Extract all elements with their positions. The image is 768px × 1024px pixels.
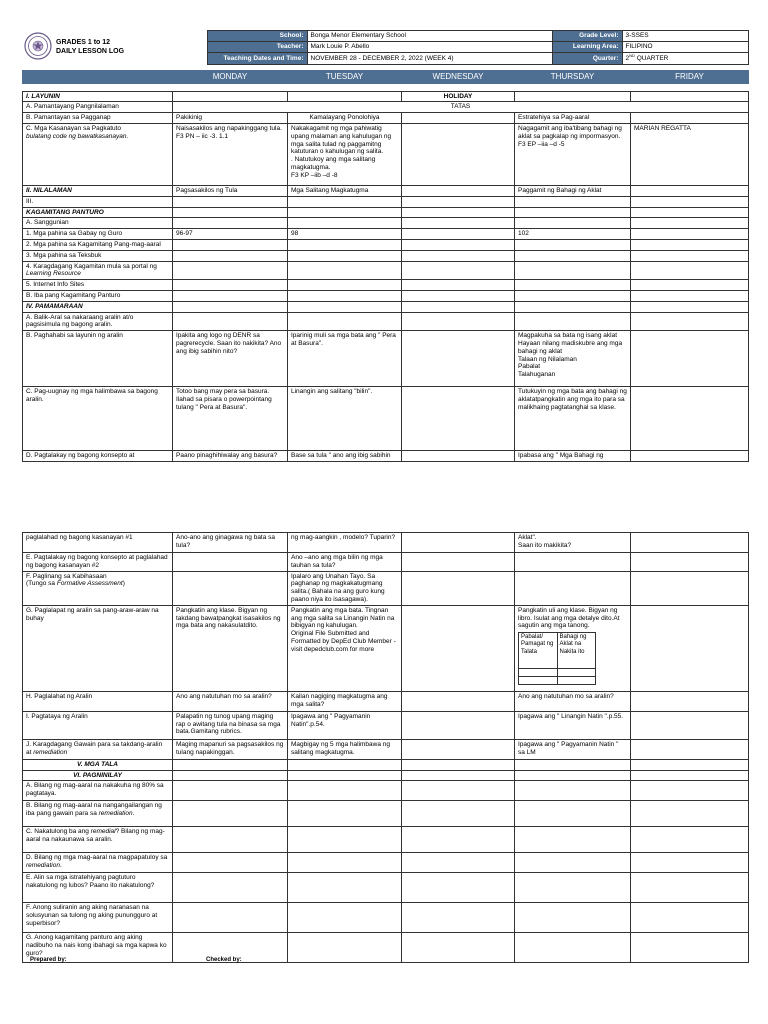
kasanayan-thursday: Nagagamit ang iba'tibang bahagi ng aklat sa pagkalap ng impormasyon. F3 EP –iia –d -5 [515, 123, 631, 185]
area-value: FILIPINO [622, 42, 748, 53]
paghahabi-tuesday: Iparinig muli sa mga bata ang " Pera at Basura". [288, 331, 402, 387]
header-info [22, 30, 748, 65]
pagganap-tuesday: Kamalayang Ponolohiya [288, 113, 402, 124]
gabay-monday: 96-97 [173, 229, 288, 240]
aklat-mini-table [518, 632, 596, 685]
paglalapat-label: G. Paglalapat ng aralin sa pang-araw-araw na buhay [23, 605, 173, 691]
karagdagang-gawain-label: J. Karagdagang Gawain para sa takdang-aralin at remediation [23, 739, 173, 759]
karagdagang-monday: Maging mapanuri sa pagsasakilos ng tulang napakinggan. [173, 739, 288, 759]
pag-uugnay-monday: Totoo bang may pera sa basura. Ilahad sa pisara o powerpointang tulang " Pera at Basura". [173, 387, 288, 451]
gabay-guro-label: 1. Mga pahina sa Gabay ng Guro [23, 229, 173, 240]
pamamaraan-heading: IV. PAMAMARAAN [23, 301, 173, 312]
kagamitang-heading: KAGAMITANG PANTURO [23, 207, 173, 218]
internet-sites-label: 5. Internet Info Sites [23, 280, 173, 291]
paglalapat-thursday: Pangkatin uli ang klase. Bigyan ng libro. Isulat ang mga detalye dito.At sagutin ang mga tanong. Pabalat/ Pamagat ng Talata Bahagi ng Aklat na Nakita ito [515, 605, 631, 691]
mga-tala-heading: V. MGA TALA [23, 759, 173, 770]
iba-kagamitan-label: B. Iba pang Kagamitang Panturo [23, 290, 173, 301]
pagtataya-thursday: Ipagawa ang " Linangin Natin ".p.55. [515, 711, 631, 739]
title-line-1: GRADES 1 to 12 [56, 39, 111, 46]
nilalaman-heading: II. NILALAMAN [23, 185, 173, 196]
pamantayan-pagganap-label: B. Pamantayan sa Pagganap [23, 113, 173, 124]
balik-aral-label: A. Balik-Aral sa nakaraang aralin at/o pagsisimula ng bagong aralin. [23, 312, 173, 331]
nilalaman-tuesday: Mga Salitang Magkatugma [288, 185, 402, 196]
section-iii: III. [23, 196, 173, 207]
learning-resource-label: 4. Karagdagang Kagamitan mula sa portal ng Learning Resource [23, 261, 173, 280]
kagamitang-mag-aaral-label: 2. Mga pahina sa Kagamitang Pang-mag-aaral [23, 239, 173, 250]
nilalaman-monday: Pagsasakilos ng Tula [173, 185, 288, 196]
teacher-value: Mark Louie P. Abello [307, 42, 552, 53]
lesson-table-part1 [22, 70, 748, 462]
layunin-heading: I. LAYUNIN [23, 91, 173, 102]
mini-header-bahagi: Bahagi ng Aklat na Nakita ito [557, 633, 596, 669]
pagninilay-heading: VI. PAGNINILAY [23, 770, 173, 781]
grade-label: Grade Level: [552, 31, 622, 42]
pagganap-thursday: Estratehiya sa Pag-aaral [515, 113, 631, 124]
pag-uugnay-tuesday: Linangin ang salitang "bilin". [288, 387, 402, 451]
dates-label: Teaching Dates and Time: [207, 53, 307, 65]
pagtalakay-2-label: E. Pagtalakay ng bagong konsepto at paglalahad ng bagong kasanayan #2 [23, 553, 173, 572]
day-friday: FRIDAY [631, 71, 749, 84]
pag-uugnay-label: C. Pag-uugnay ng mga halimbawa sa bagong aralin. [23, 387, 173, 451]
paglalahat-label: H. Paglalahat ng Aralin [23, 691, 173, 711]
pag-uugnay-thursday: Tutukuyin ng mga bata ang bahagi ng aklatatpangkatin ang mga ito para sa malikhaing pagtatanghal sa klase. [515, 387, 631, 451]
title-line-2: DAILY LESSON LOG [56, 48, 125, 56]
pamantayang-pangnilalaman-label: A. Pamantayang Pangnilalaman [23, 102, 173, 113]
lesson-table-part2 [22, 532, 748, 963]
teacher-label: Teacher: [207, 42, 307, 53]
day-thursday: THURSDAY [515, 71, 631, 84]
gabay-thursday: 102 [515, 229, 631, 240]
day-tuesday: TUESDAY [288, 71, 402, 84]
area-label: Learning Area: [552, 42, 622, 53]
mini-header-pabalat: Pabalat/ Pamagat ng Talata [519, 633, 558, 669]
nilalaman-thursday: Paggamit ng Bahagi ng Aklat [515, 185, 631, 196]
kasanayan-label: C. Mga Kasanayan sa Pagkatuto bulatang code ng bawatkasanayan. [23, 123, 173, 185]
nilay-a-label: A. Bilang ng mag-aaral na nakakuha ng 80% sa pagtataya. [23, 781, 173, 801]
day-monday: MONDAY [173, 71, 288, 84]
pagtalakay-cont-thursday: Aklat". Saan ito makikita? [515, 533, 631, 553]
nilay-d-label: D. Bilang ng mga mag-aaral na magpapatuloy sa remediation. [23, 853, 173, 873]
nilay-g-label: G. Anong kagamitang panturo ang aking nadibuho na nais kong ibahagi sa mga kapwa ko guro? [23, 933, 173, 963]
paglalahat-tuesday: Kailan nagiging magkatugma ang mga salita? [288, 691, 402, 711]
checked-by-label: Checked by: [206, 957, 242, 963]
gabay-tuesday: 98 [288, 229, 402, 240]
teksbuk-label: 3. Mga pahina sa Teksbuk [23, 250, 173, 261]
pagtalakay-2-tuesday: Ano –ano ang mga bilin ng mga tauhan sa tula? [288, 553, 402, 572]
paglalahat-thursday: Ano ang natutuhan mo sa aralin? [515, 691, 631, 711]
nilay-e-label: E. Alin sa mga istratehiyang pagtuturo nakatulong ng lubos? Paano ito nakatulong? [23, 873, 173, 903]
paghahabi-monday: Ipakita ang logo ng DENR sa pagrerecycle. Saan ito nakikita? Ano ang ibig sabihin nito? [173, 331, 288, 387]
prepared-by-label: Prepared by: [30, 957, 67, 963]
sanggunian-label: A. Sanggunian [23, 218, 173, 229]
paghahabi-label: B. Paghahabi sa layunin ng aralin [23, 331, 173, 387]
pagtataya-tuesday: Ipagawa ang " Pagyamanin Natin".p.54. [288, 711, 402, 739]
paglinang-tuesday: Ipalaro ang Unahan Tayo. Sa paghanap ng magkakatugmang salita.( Bahala na ang guro kung paano niya ito isasagawa). [288, 571, 402, 605]
pagtalakay-1-thursday: Ipabasa ang " Mga Bahagi ng [515, 451, 631, 462]
pagtalakay-1-tuesday: Base sa tula " ano ang ibig sabihin [288, 451, 402, 462]
holiday-label: HOLIDAY [402, 91, 515, 102]
karagdagang-tuesday: Magbigay ng 5 mga halimbawa ng salitang magkatugma. [288, 739, 402, 759]
nilay-b-label: B. Bilang ng mag-aaral na nangangailangan ng iba pang gawain para sa remediation. [23, 801, 173, 827]
dates-value: NOVEMBER 28 - DECEMBER 2, 2022 (WEEK 4) [307, 53, 552, 65]
grade-value: 3-SSES [622, 31, 748, 42]
pagtalakay-cont-label: paglalahad ng bagong kasanayan #1 [23, 533, 173, 553]
kasanayan-monday: Naisasakilos ang napakinggang tula. F3 PN – iic -3. 1.1 [173, 123, 288, 185]
kasanayan-tuesday: Nakakagamit ng mga pahiwatig upang malaman ang kahulugan ng mga salita tulad ng paggamitng katuturan o kahulugan ng salita. . Natutukoy ang mga salitang magkatugma. F3 KP –iib –d -8 [288, 123, 402, 185]
pagtataya-label: I. Pagtataya ng Aralin [23, 711, 173, 739]
paghahabi-thursday: Magpakuha sa bata ng isang aklat Hayaan nilang madiskubre ang mga bahagi ng aklat Talaan ng Nilalaman Pabalat Talahuganan [515, 331, 631, 387]
quarter-label: Quarter: [552, 53, 622, 65]
karagdagang-thursday: Ipagawa ang " Pagyamanin Natin " sa LM [515, 739, 631, 759]
pagtalakay-cont-tuesday: ng mag-aangkin , modelo? Tuparin? [288, 533, 402, 553]
pagtalakay-1-monday: Paano pinaghihiwalay ang basura? [173, 451, 288, 462]
pagtalakay-cont-monday: Ano-ano ang ginagawa ng bata sa tula? [173, 533, 288, 553]
nilay-f-label: F. Anong suliranin ang aking naranasan na solusyunan sa tulong ng aking punungguro at superbisor? [23, 903, 173, 933]
paglalapat-monday: Pangkatin ang klase. Bigyan ng takdang bawatpangkat isasakilos ng mga bata ang nakasulatdito. [173, 605, 288, 691]
pamantayang-pangnilalaman-value: TATAS [173, 102, 749, 113]
nilay-c-label: C. Nakatulong ba ang remedial? Bilang ng mag-aaral na nakaunawa sa aralin. [23, 827, 173, 853]
paglalahat-monday: Ano ang natutuhan mo sa aralin? [173, 691, 288, 711]
pagtataya-monday: Palapatin ng tunog upang maging rap o awitang tula na binasa sa mga bata.Gamitang rubrics. [173, 711, 288, 739]
quarter-value: 2ND QUARTER [622, 53, 748, 65]
day-header-row [23, 71, 749, 84]
pagganap-monday: Pakikinig [173, 113, 288, 124]
kasanayan-friday: MARIAN REGATTA [631, 123, 749, 185]
school-label: School: [207, 31, 307, 42]
paglalapat-tuesday: Pangkatin ang mga bata. Tingnan ang mga salita sa Linangin Natin na bibigyan ng kahulugan. Original File Submitted and Formatted by DepEd Club Member - visit depedclub.com for more [288, 605, 402, 691]
school-value: Bonga Menor Elementary School [307, 31, 552, 42]
paglinang-label: F. Paglinang sa Kabihasaan (Tungo sa Formative Assessment) [23, 571, 173, 605]
pagtalakay-1-label: D. Pagtalakay ng bagong konsepto at [23, 451, 173, 462]
day-wednesday: WEDNESDAY [402, 71, 515, 84]
